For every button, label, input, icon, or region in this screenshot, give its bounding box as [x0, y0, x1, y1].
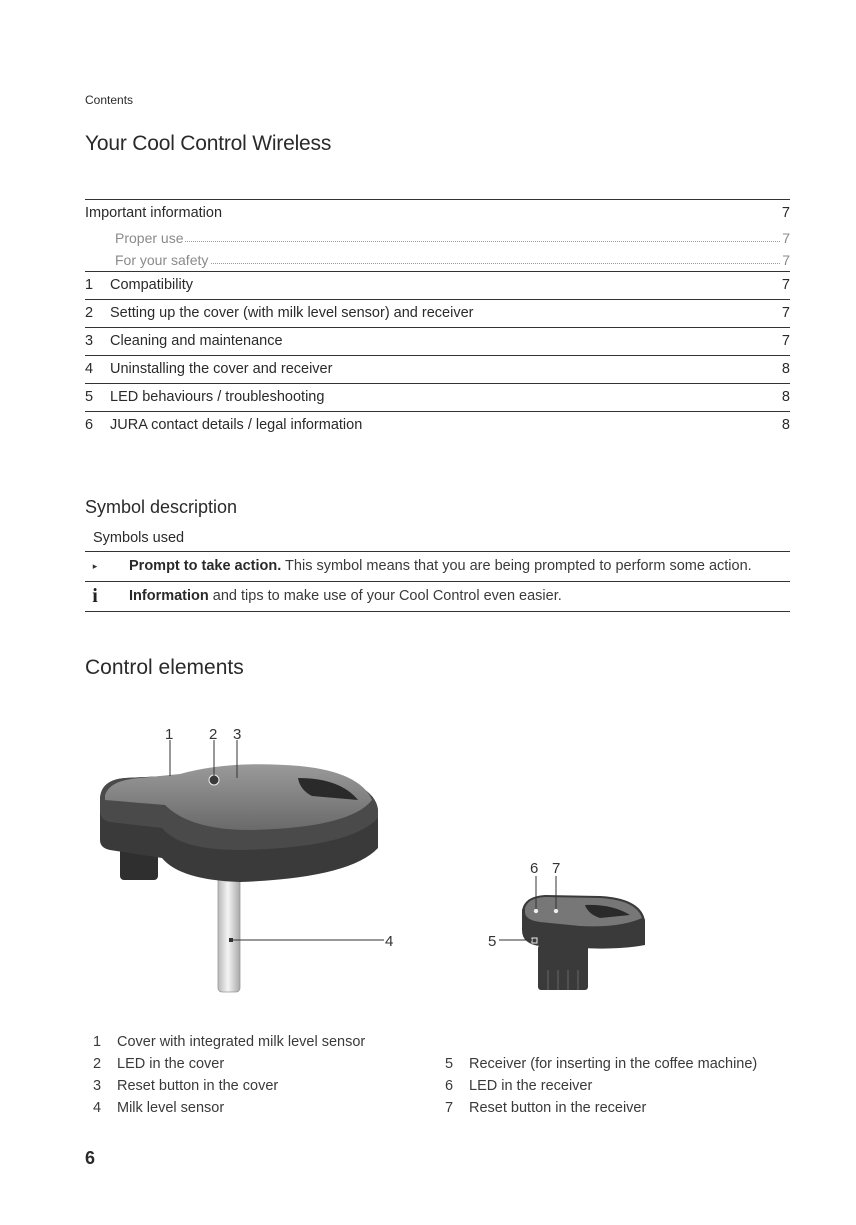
- action-arrow-icon: ▸: [92, 561, 98, 571]
- toc-page: 7: [781, 205, 790, 221]
- legend-text: LED in the cover: [117, 1056, 225, 1072]
- legend-item: [445, 1056, 757, 1072]
- section-label: Contents: [85, 93, 134, 107]
- toc-entry-3[interactable]: [85, 327, 790, 355]
- toc-title: Setting up the cover (with milk level sensor) and receiver: [110, 305, 474, 321]
- toc-sub-page: 7: [782, 249, 790, 271]
- toc-entry-1[interactable]: [85, 271, 790, 299]
- toc-title: LED behaviours / troubleshooting: [110, 389, 325, 405]
- toc-title: Cleaning and maintenance: [110, 333, 283, 349]
- legend-item: [93, 1100, 224, 1116]
- legend-number: 1: [93, 1034, 102, 1050]
- toc-title: Compatibility: [110, 277, 193, 293]
- toc-entry-6[interactable]: [85, 411, 790, 439]
- symbols-used-subheading: Symbols used: [93, 530, 185, 546]
- legend-number: 2: [93, 1056, 102, 1072]
- control-elements-heading: Control elements: [85, 656, 244, 679]
- symbol-description-heading: Symbol description: [85, 497, 238, 517]
- toc-title: Important information: [85, 205, 223, 221]
- toc-page: 8: [781, 389, 790, 405]
- symbol-row-information: [85, 581, 790, 611]
- symbols-table: [85, 551, 790, 612]
- legend-item: [93, 1034, 365, 1050]
- legend-text: LED in the receiver: [469, 1078, 593, 1094]
- toc-title: Uninstalling the cover and receiver: [110, 361, 333, 377]
- callout-4: 4: [385, 933, 394, 950]
- toc-sub-entry-safety[interactable]: [85, 249, 790, 271]
- toc-number: 6: [85, 417, 94, 433]
- toc-sub-page: 7: [782, 227, 790, 249]
- symbol-bold-label: Prompt to take action.: [129, 558, 282, 574]
- table-of-contents: [85, 199, 790, 439]
- callout-6: 6: [530, 860, 539, 877]
- symbol-description: This symbol means that you are being prompted to perform some action.: [281, 558, 752, 574]
- callout-7: 7: [552, 860, 561, 877]
- page-title: Your Cool Control Wireless: [85, 132, 332, 155]
- callout-3: 3: [233, 726, 242, 743]
- legend-number: 4: [93, 1100, 102, 1116]
- legend-number: 6: [445, 1078, 454, 1094]
- legend-text: Milk level sensor: [117, 1100, 225, 1116]
- toc-sub-entry-proper-use[interactable]: [85, 227, 790, 249]
- receiver-illustration: [499, 876, 645, 990]
- callout-2: 2: [209, 726, 218, 743]
- product-illustration: [0, 700, 856, 1020]
- toc-sub-title: Proper use: [115, 227, 185, 249]
- legend-number: 7: [445, 1100, 454, 1116]
- legend-text: Reset button in the receiver: [469, 1100, 647, 1116]
- toc-entry-4[interactable]: [85, 355, 790, 383]
- legend-text: Receiver (for inserting in the coffee machine): [469, 1056, 758, 1072]
- callout-1: 1: [165, 726, 174, 743]
- toc-page: 7: [781, 277, 790, 293]
- toc-entry-important-information[interactable]: [85, 199, 790, 227]
- symbol-row-action: [85, 551, 790, 581]
- legend-item: [93, 1056, 224, 1072]
- toc-number: 4: [85, 361, 94, 377]
- symbol-description: and tips to make use of your Cool Control even easier.: [208, 588, 562, 604]
- legend-number: 5: [445, 1056, 454, 1072]
- toc-page: 7: [781, 305, 790, 321]
- toc-title: JURA contact details / legal information: [110, 417, 363, 433]
- legend-text: Reset button in the cover: [117, 1078, 279, 1094]
- information-icon: i: [92, 585, 98, 607]
- toc-number: 3: [85, 333, 94, 349]
- callout-5: 5: [488, 933, 497, 950]
- cover-illustration: [100, 740, 384, 992]
- toc-entry-5[interactable]: [85, 383, 790, 411]
- symbol-bold-label: Information: [129, 588, 209, 604]
- toc-sub-title: For your safety: [115, 249, 210, 271]
- legend-number: 3: [93, 1078, 102, 1094]
- toc-page: 8: [781, 361, 790, 377]
- legend-item: [445, 1100, 646, 1116]
- toc-number: 5: [85, 389, 94, 405]
- legend-text: Cover with integrated milk level sensor: [117, 1034, 366, 1050]
- page-number: 6: [85, 1148, 96, 1168]
- dot-leader: [115, 241, 780, 242]
- toc-number: 1: [85, 277, 94, 293]
- legend-item: [445, 1078, 592, 1094]
- toc-number: 2: [85, 305, 94, 321]
- dot-leader: [115, 263, 780, 264]
- toc-page: 8: [781, 417, 790, 433]
- toc-entry-2[interactable]: [85, 299, 790, 327]
- toc-page: 7: [781, 333, 790, 349]
- legend-item: [93, 1078, 278, 1094]
